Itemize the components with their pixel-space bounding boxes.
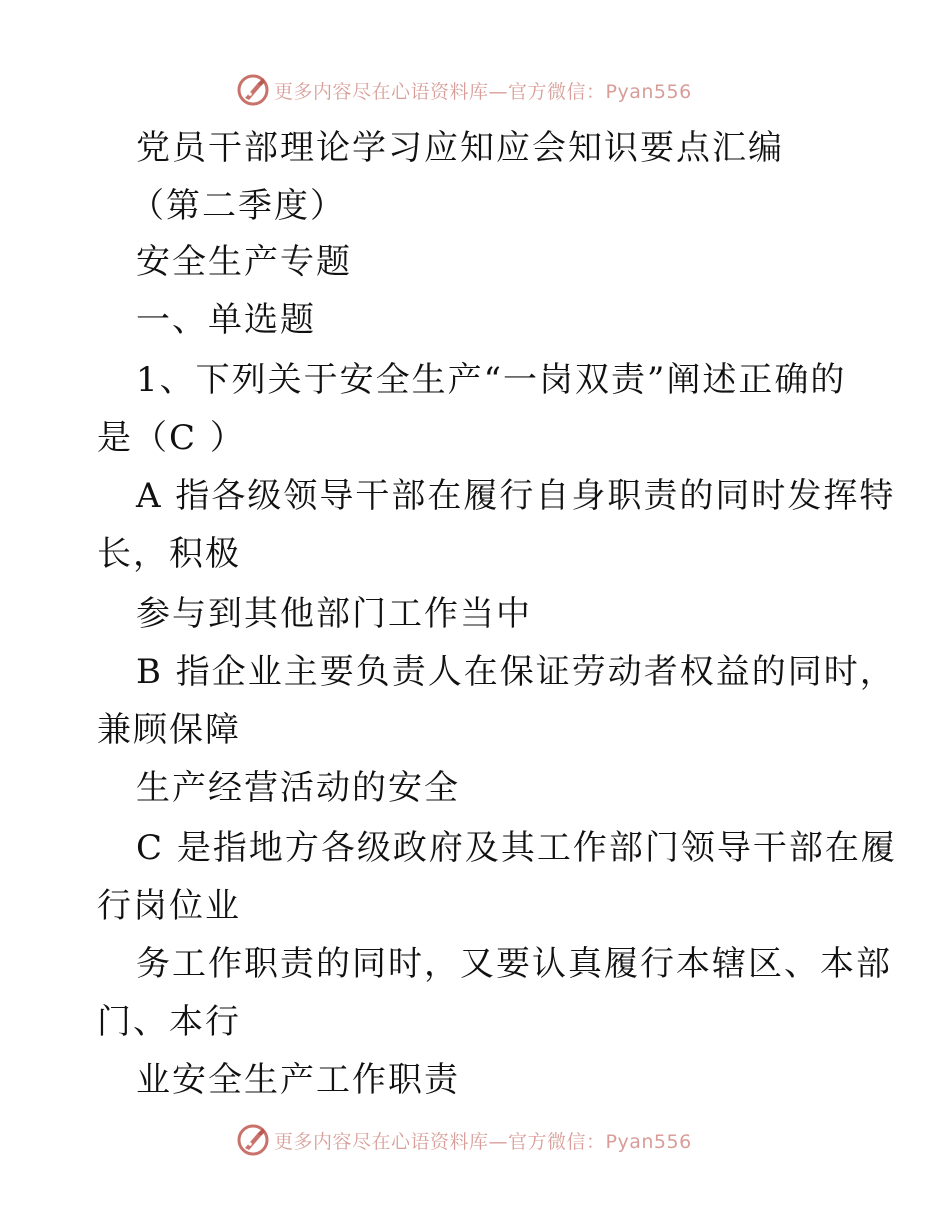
option-b-line: 兼顾保障 xyxy=(97,710,241,750)
option-b-line: B 指企业主要负责人在保证劳动者权益的同时， xyxy=(136,652,896,692)
question-stem-line: 1、下列关于安全生产“一岗双责”阐述正确的 xyxy=(136,360,847,400)
watermark-text: 更多内容尽在心语资料库—官方微信：Pyan556 xyxy=(274,1130,692,1153)
option-c-line: C 是指地方各级政府及其工作部门领导干部在履 xyxy=(136,828,897,868)
option-a-line: 参与到其他部门工作当中 xyxy=(136,594,532,634)
watermark-text: 更多内容尽在心语资料库—官方微信：Pyan556 xyxy=(274,80,692,103)
option-b-line: 生产经营活动的安全 xyxy=(136,768,460,808)
option-c-line: 务工作职责的同时，又要认真履行本辖区、本部 xyxy=(136,944,892,984)
option-a-line: A 指各级领导干部在履行自身职责的同时发挥特 xyxy=(136,476,896,516)
pen-nib-circle-icon xyxy=(236,1123,270,1157)
option-a-line: 长，积极 xyxy=(97,534,241,574)
watermark-banner-bottom xyxy=(236,1122,716,1158)
pen-nib-circle-icon xyxy=(236,73,270,107)
option-c-line: 行岗位业 xyxy=(97,886,241,926)
section-heading: 一、单选题 xyxy=(136,300,316,340)
watermark-banner-top xyxy=(236,72,716,108)
topic-heading: 安全生产专题 xyxy=(136,242,352,282)
option-c-line: 业安全生产工作职责 xyxy=(136,1060,460,1100)
option-c-line: 门、本行 xyxy=(97,1002,241,1042)
document-subtitle: （第二季度） xyxy=(130,186,346,226)
document-title: 党员干部理论学习应知应会知识要点汇编 xyxy=(136,128,784,168)
question-stem-line: 是（C ） xyxy=(97,418,246,458)
